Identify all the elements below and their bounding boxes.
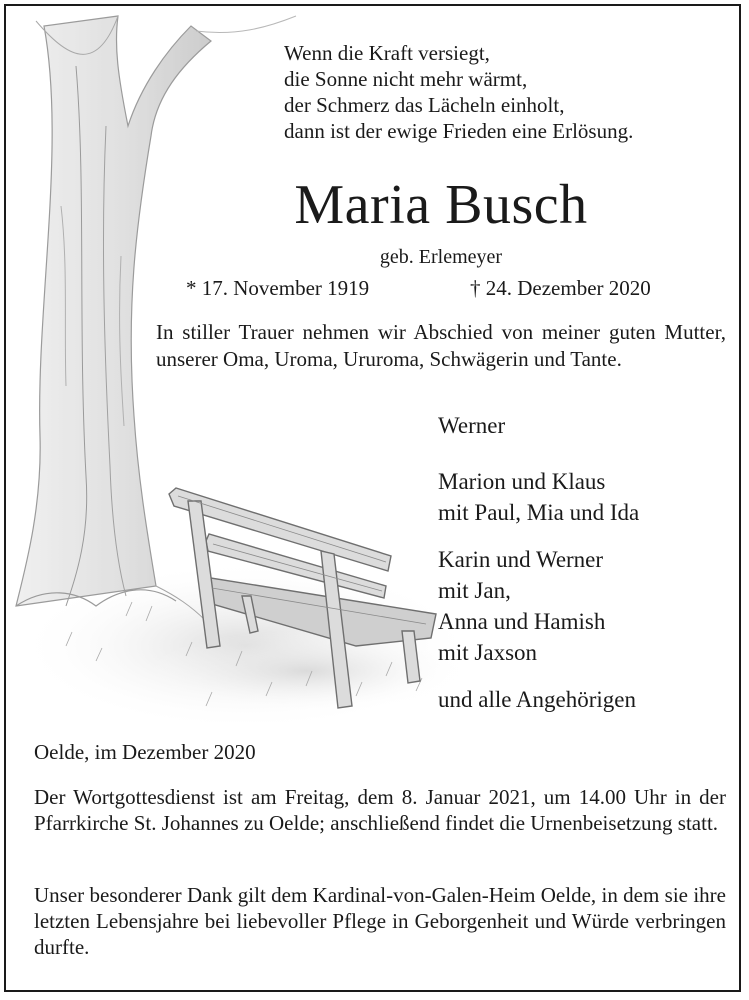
relatives-group xyxy=(438,410,505,441)
poem-line: der Schmerz das Lächeln einholt, xyxy=(284,93,565,117)
place-and-date: Oelde, im Dezember 2020 xyxy=(34,740,256,764)
poem xyxy=(284,40,633,144)
mourning-text: In stiller Trauer nehmen wir Abschied von meiner guten Mutter, unserer Oma, Uroma, Ururoma, Schwägerin und Tante. xyxy=(156,320,726,371)
relatives-group xyxy=(438,466,639,528)
death-date: † 24. Dezember 2020 xyxy=(470,276,651,300)
relatives-group xyxy=(438,544,605,668)
poem-line: Wenn die Kraft versiegt, xyxy=(284,41,490,65)
relative-line: Karin und Werner xyxy=(438,547,604,572)
deceased-name: Maria Busch xyxy=(294,174,588,236)
service-text: Der Wortgottesdienst ist am Freitag, dem 8. Januar 2021, um 14.00 Uhr in der Pfarrkirche St. Johannes zu Oelde; anschließend findet die Urnenbeisetzung statt. xyxy=(34,785,726,835)
birth-date: * 17. November 1919 xyxy=(186,276,370,300)
relative-line: und alle Angehörigen xyxy=(438,687,637,712)
relative-line: Werner xyxy=(438,413,506,438)
relative-line: mit Jan, xyxy=(438,578,511,603)
poem-line: die Sonne nicht mehr wärmt, xyxy=(284,67,528,91)
thanks-text: Unser besonderer Dank gilt dem Kardinal-von-Galen-Heim Oelde, in dem sie ihre letzten Lebensjahre bei liebevoller Pflege in Geborgenheit und Würde verbringen durfte. xyxy=(34,883,726,959)
relative-line: mit Jaxson xyxy=(438,640,538,665)
relative-line: Anna und Hamish xyxy=(438,609,606,634)
relatives-group xyxy=(438,684,636,715)
relative-line: mit Paul, Mia und Ida xyxy=(438,500,640,525)
poem-line: dann ist der ewige Frieden eine Erlösung. xyxy=(284,119,634,143)
relative-line: Marion und Klaus xyxy=(438,469,606,494)
maiden-name: geb. Erlemeyer xyxy=(379,246,503,268)
obituary-notice xyxy=(4,4,741,992)
